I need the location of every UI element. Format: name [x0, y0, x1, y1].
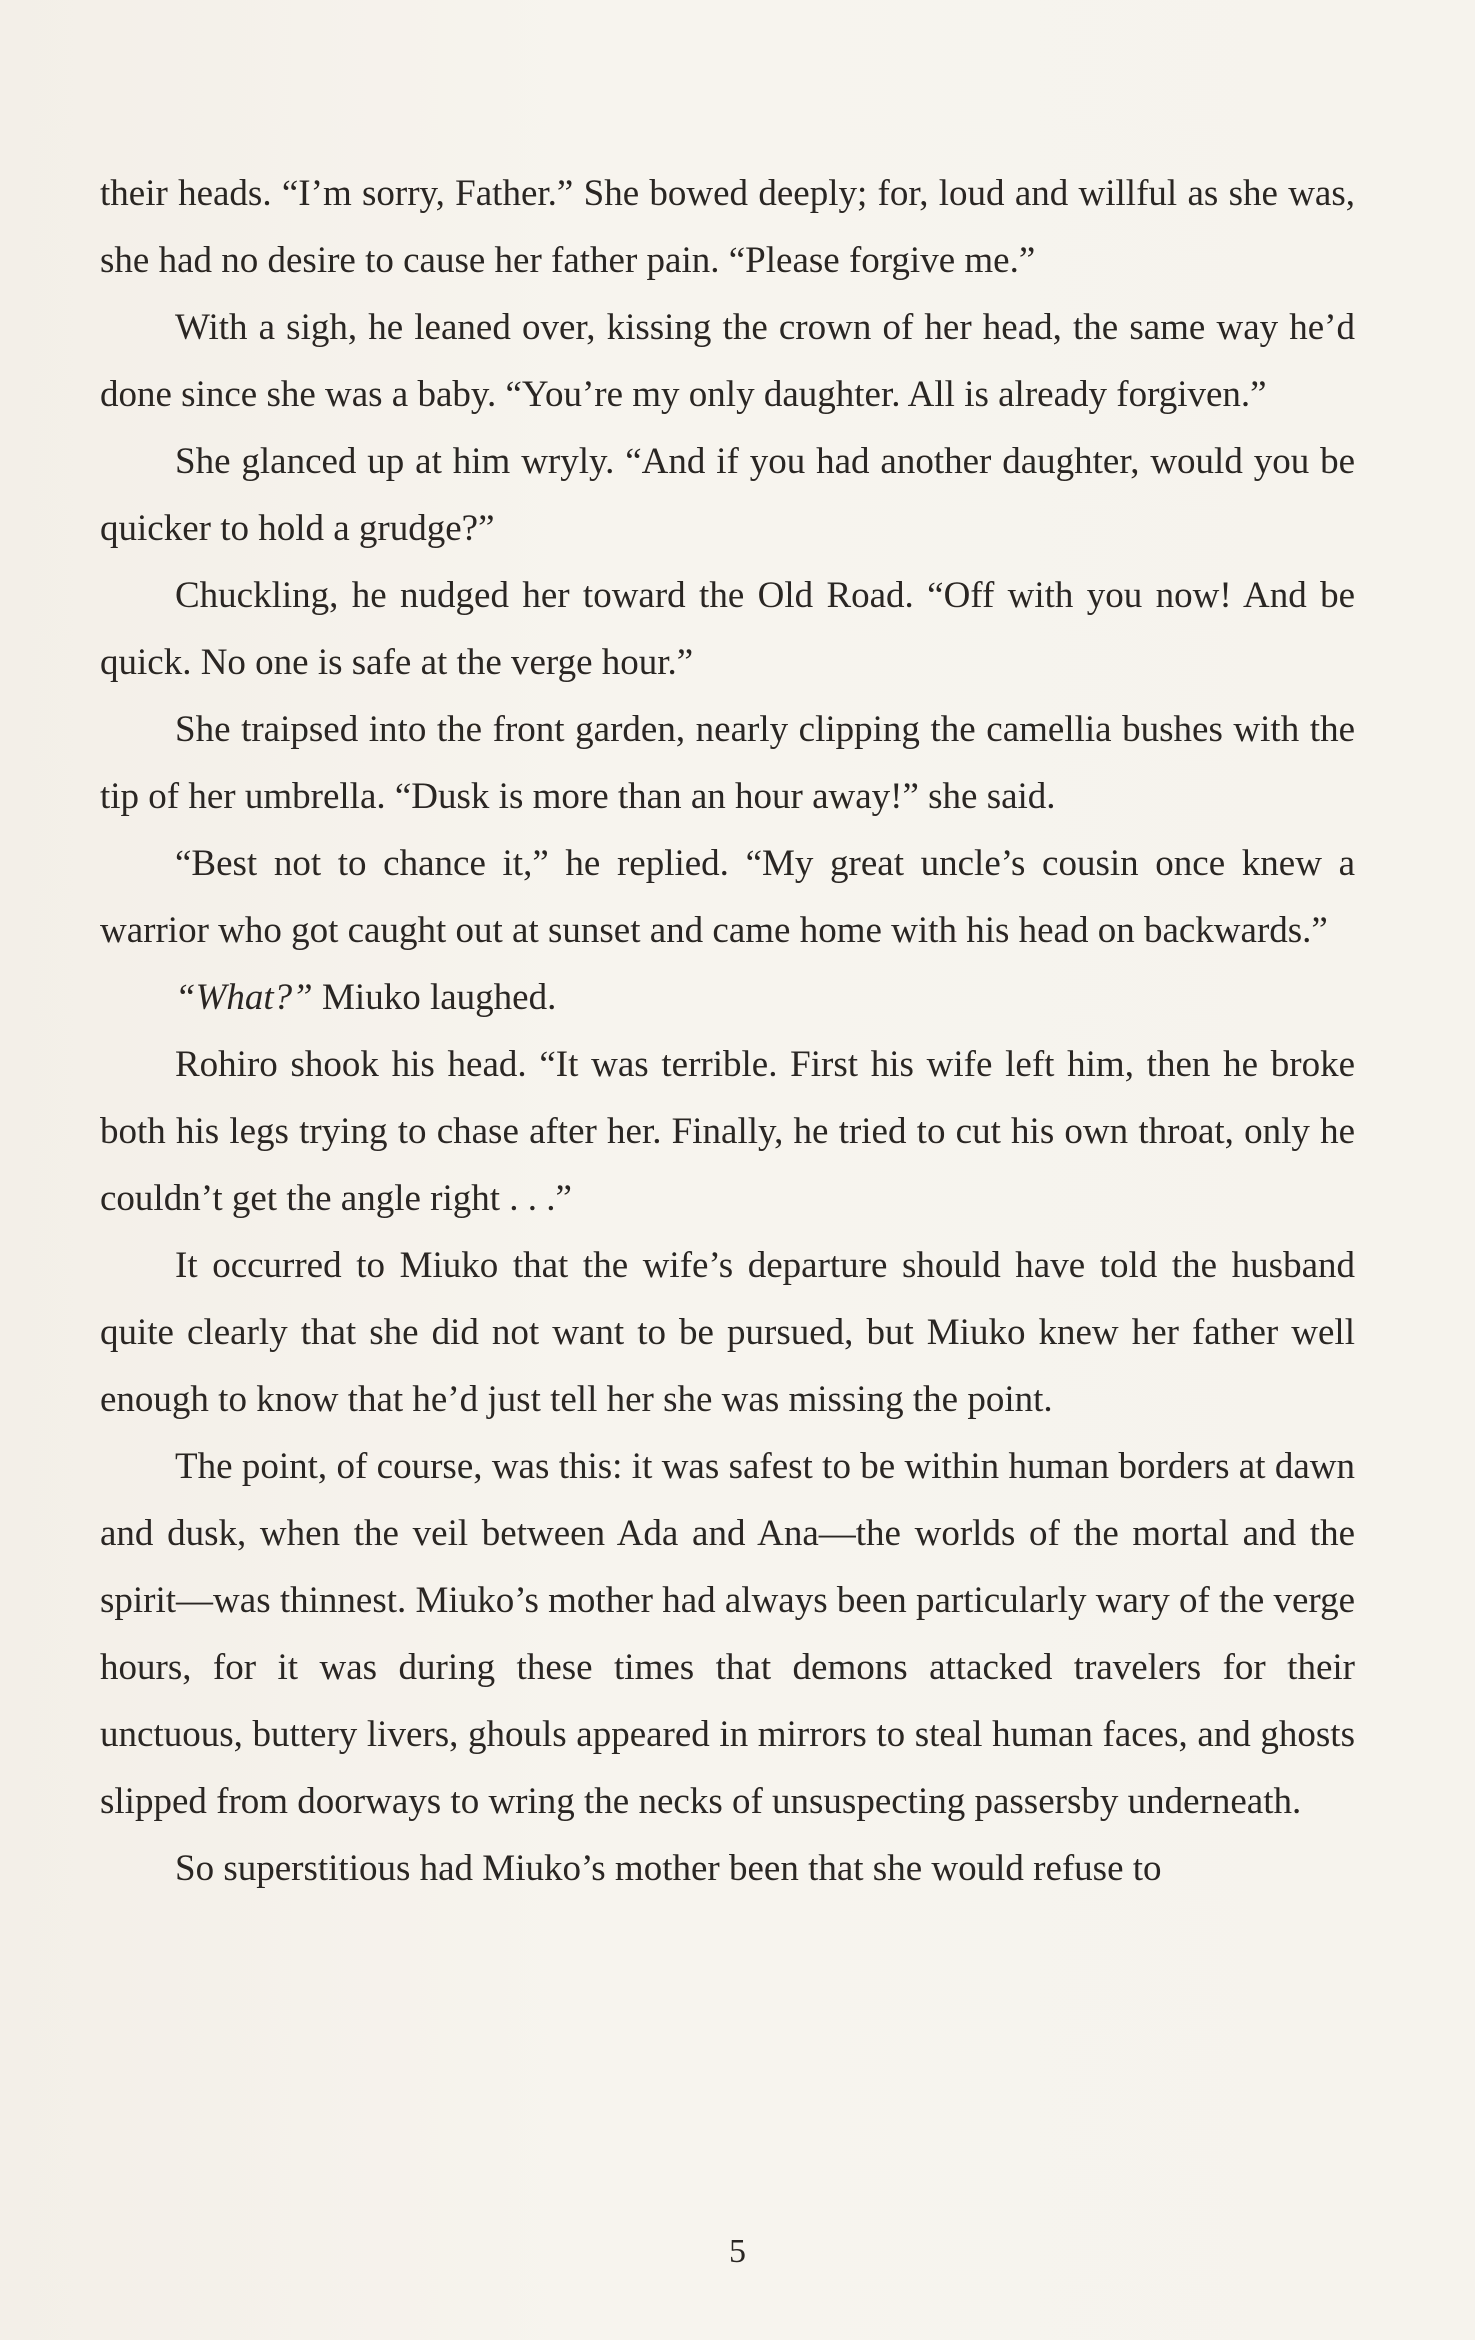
paragraph: Chuckling, he nudged her toward the Old Road. “Off with you now! And be quick. No one is safe at the verge hour.”: [100, 575, 1355, 683]
paragraph: The point, of course, was this: it was safest to be within human borders at dawn and dusk, when the veil between Ada and Ana—the worlds of the mortal and the spirit—was thinnest. Miuko’s mother had always been particularly wary of the verge hours, for it was during these times that demons attacked travelers for their unctuous, buttery livers, ghouls appeared in mirrors to steal human faces, and ghosts slipped from doorways to wring the necks of unsuspecting passersby underneath.: [100, 1446, 1355, 1822]
page-number: 5: [729, 2233, 746, 2270]
paragraph: It occurred to Miuko that the wife’s departure should have told the husband quite clearly that she did not want to be pursued, but Miuko knew her father well enough to know that he’d just tell her she was missing the point.: [100, 1245, 1355, 1420]
paragraph-text: Miuko laughed.: [322, 977, 557, 1018]
paragraph: their heads. “I’m sorry, Father.” She bowed deeply; for, loud and willful as she was, she had no desire to cause her father pain. “Please forgive me.”: [100, 173, 1355, 281]
paragraph: Rohiro shook his head. “It was terrible. First his wife left him, then he broke both his legs trying to chase after her. Finally, he tried to cut his own throat, only he couldn’t get the angle right . . .”: [100, 1044, 1355, 1219]
paragraph: She traipsed into the front garden, nearly clipping the camellia bushes with the tip of her umbrella. “Dusk is more than an hour away!” she said.: [100, 709, 1355, 817]
paragraph: [100, 964, 1355, 1031]
paragraph: With a sigh, he leaned over, kissing the crown of her head, the same way he’d done since she was a baby. “You’re my only daughter. All is already forgiven.”: [100, 307, 1355, 415]
paragraph: She glanced up at him wryly. “And if you had another daughter, would you be quicker to hold a grudge?”: [100, 441, 1355, 549]
italic-exclamation: “What?”: [175, 977, 313, 1018]
body-text: [100, 160, 1355, 1902]
paragraph: “Best not to chance it,” he replied. “My great uncle’s cousin once knew a warrior who got caught out at sunset and came home with his head on backwards.”: [100, 843, 1355, 951]
paragraph: So superstitious had Miuko’s mother been that she would refuse to: [175, 1848, 1162, 1889]
